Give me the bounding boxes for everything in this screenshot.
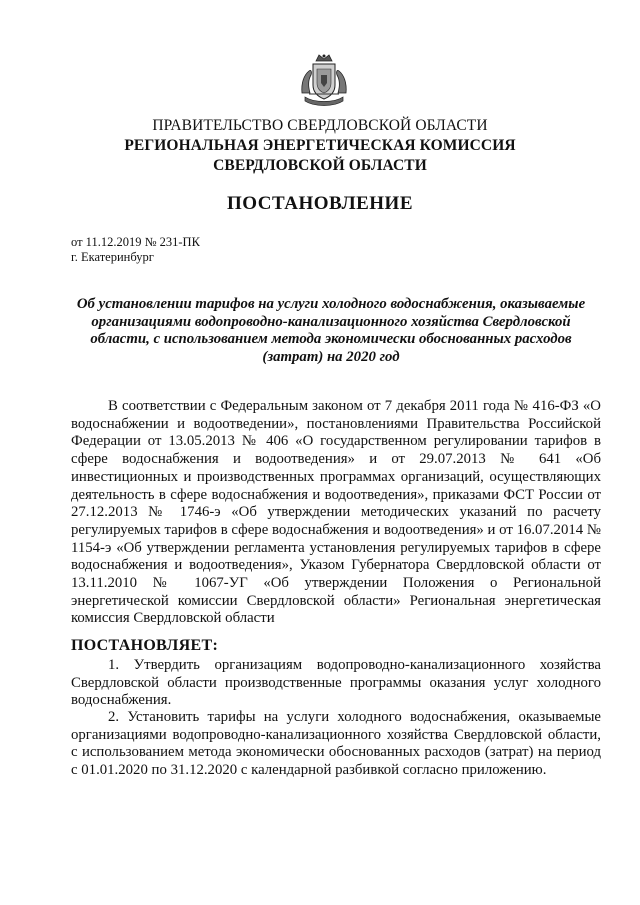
resolution-item-2: 2. Установить тарифы на услуги холодного водоснабжения, оказываемые организациями водопроводно-канализационного хозяйства Свердловской области, с использованием метода экономически обоснованных расходов (затрат) на период с 01.01.2020 по 31.12.2020 с календарной разбивкой согласно приложению. bbox=[71, 709, 601, 779]
document-subject: Об установлении тарифов на услуги холодного водоснабжения, оказываемые организациями водопроводно-канализационного хозяйства Свердловской области, с использованием метода экономически обоснованных расходов (затрат) на 2020 год bbox=[76, 296, 586, 365]
document-type-title: ПОСТАНОВЛЕНИЕ bbox=[226, 193, 414, 214]
document-date-number: от 11.12.2019 № 231-ПК bbox=[71, 235, 200, 249]
resolution-item-1: 1. Утвердить организациям водопроводно-канализационного хозяйства Свердловской области производственные программы оказания услуг холодного водоснабжения. bbox=[71, 657, 601, 709]
preamble-paragraph: В соответствии с Федеральным законом от 7 декабря 2011 года № 416-ФЗ «О водоснабжении и водоотведении», постановлениями Правительства Российской Федерации от 13.05.2013 № 406 «О государственном регулировании тарифов в сфере водоснабжения и водоотведения» и от 29.07.2013 № 641 «Об инвестиционных и производственных программах организаций, осуществляющих деятельность в сфере водоснабжения и водоотведения», приказами ФСТ России от 27.12.2013 № 1746-э «Об утверждении методических указаний по расчету регулируемых тарифов в сфере водоснабжения и водоотведения» и от 16.07.2014 № 1154-э «Об утверждении регламента установления регулируемых тарифов в сфере водоснабжения и водоотведения», Указом Губернатора Свердловской области от 13.11.2010 № 1067-УГ «Об утверждении Положения о Региональной энергетической комиссии Свердловской области» Региональная энергетическая комиссия Свердловской области bbox=[71, 398, 601, 627]
commission-name-line2: СВЕРДЛОВСКОЙ ОБЛАСТИ bbox=[213, 157, 427, 174]
commission-name-line1: РЕГИОНАЛЬНАЯ ЭНЕРГЕТИЧЕСКАЯ КОМИССИЯ bbox=[124, 137, 516, 154]
document-city: г. Екатеринбург bbox=[71, 250, 154, 264]
coat-of-arms-icon bbox=[299, 53, 349, 109]
government-name: ПРАВИТЕЛЬСТВО СВЕРДЛОВСКОЙ ОБЛАСТИ bbox=[152, 117, 488, 134]
resolves-heading: ПОСТАНОВЛЯЕТ: bbox=[71, 637, 219, 654]
